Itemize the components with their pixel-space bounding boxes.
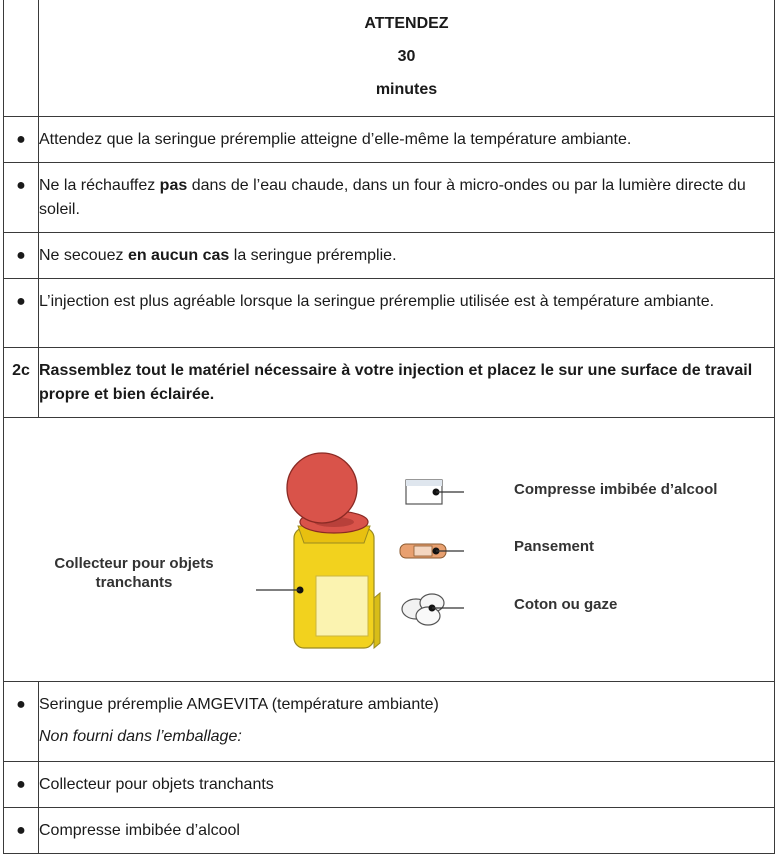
- bullet: ●: [16, 131, 26, 148]
- supplies-figure: [4, 418, 775, 682]
- step-text: Rassemblez tout le matériel nécessaire à votre injection et placez le sur une surface de travail propre et bien éclairée.: [39, 362, 753, 403]
- row-text: Ne la réchauffez pas dans de l’eau chaude, dans un four à micro-ondes ou par la lumière directe du soleil.: [39, 177, 746, 218]
- figure-row: [4, 418, 775, 682]
- bandage-icon: [400, 544, 464, 558]
- cotton-label: Coton ou gaze: [514, 596, 618, 613]
- sharps-container-icon: [256, 453, 380, 648]
- row-text: Seringue préremplie AMGEVITA (température ambiante) Non fourni dans l’emballage:: [39, 682, 774, 761]
- bullet: ●: [16, 696, 26, 713]
- step-number: 2c: [12, 362, 30, 379]
- list-item: [4, 808, 775, 854]
- list-item: [4, 279, 775, 348]
- supplies-illustration: [4, 418, 774, 680]
- cotton-gauze-icon: [402, 594, 464, 625]
- bullet: ●: [16, 293, 26, 310]
- wait-unit: minutes: [375, 81, 438, 98]
- step-row: [4, 348, 775, 418]
- list-item: [4, 163, 775, 233]
- row-text: L’injection est plus agréable lorsque la seringue préremplie utilisée est à température ambiante.: [39, 293, 715, 310]
- list-item: [4, 117, 775, 163]
- empty-cell: [4, 0, 39, 117]
- sharps-label: Collecteur pour objets tranchants: [54, 555, 214, 591]
- row-text: Attendez que la seringue préremplie atteigne d’elle-même la température ambiante.: [39, 131, 632, 148]
- wait-title: ATTENDEZ: [364, 15, 449, 32]
- wait-row: [4, 0, 775, 117]
- emphasis: pas: [159, 177, 188, 194]
- bandage-label: Pansement: [514, 538, 595, 555]
- bullet: ●: [16, 822, 26, 839]
- bullet: ●: [16, 247, 26, 264]
- wait-header: [39, 0, 775, 117]
- row-text: Ne secouez en aucun cas la seringue préremplie.: [39, 247, 397, 264]
- list-item: [4, 682, 775, 762]
- bullet: ●: [16, 776, 26, 793]
- list-item: [4, 233, 775, 279]
- row-text: Compresse imbibée d’alcool: [39, 822, 240, 839]
- alcohol-swab-icon: [406, 480, 464, 504]
- list-item: [4, 762, 775, 808]
- wait-number: 30: [397, 48, 416, 65]
- swab-label: Compresse imbibée d’alcool: [514, 481, 718, 498]
- emphasis: en aucun cas: [127, 247, 230, 264]
- not-supplied-note: Non fourni dans l’emballage:: [39, 728, 242, 745]
- instructions-table: [3, 0, 775, 854]
- bullet: ●: [16, 177, 26, 194]
- row-text: Collecteur pour objets tranchants: [39, 776, 274, 793]
